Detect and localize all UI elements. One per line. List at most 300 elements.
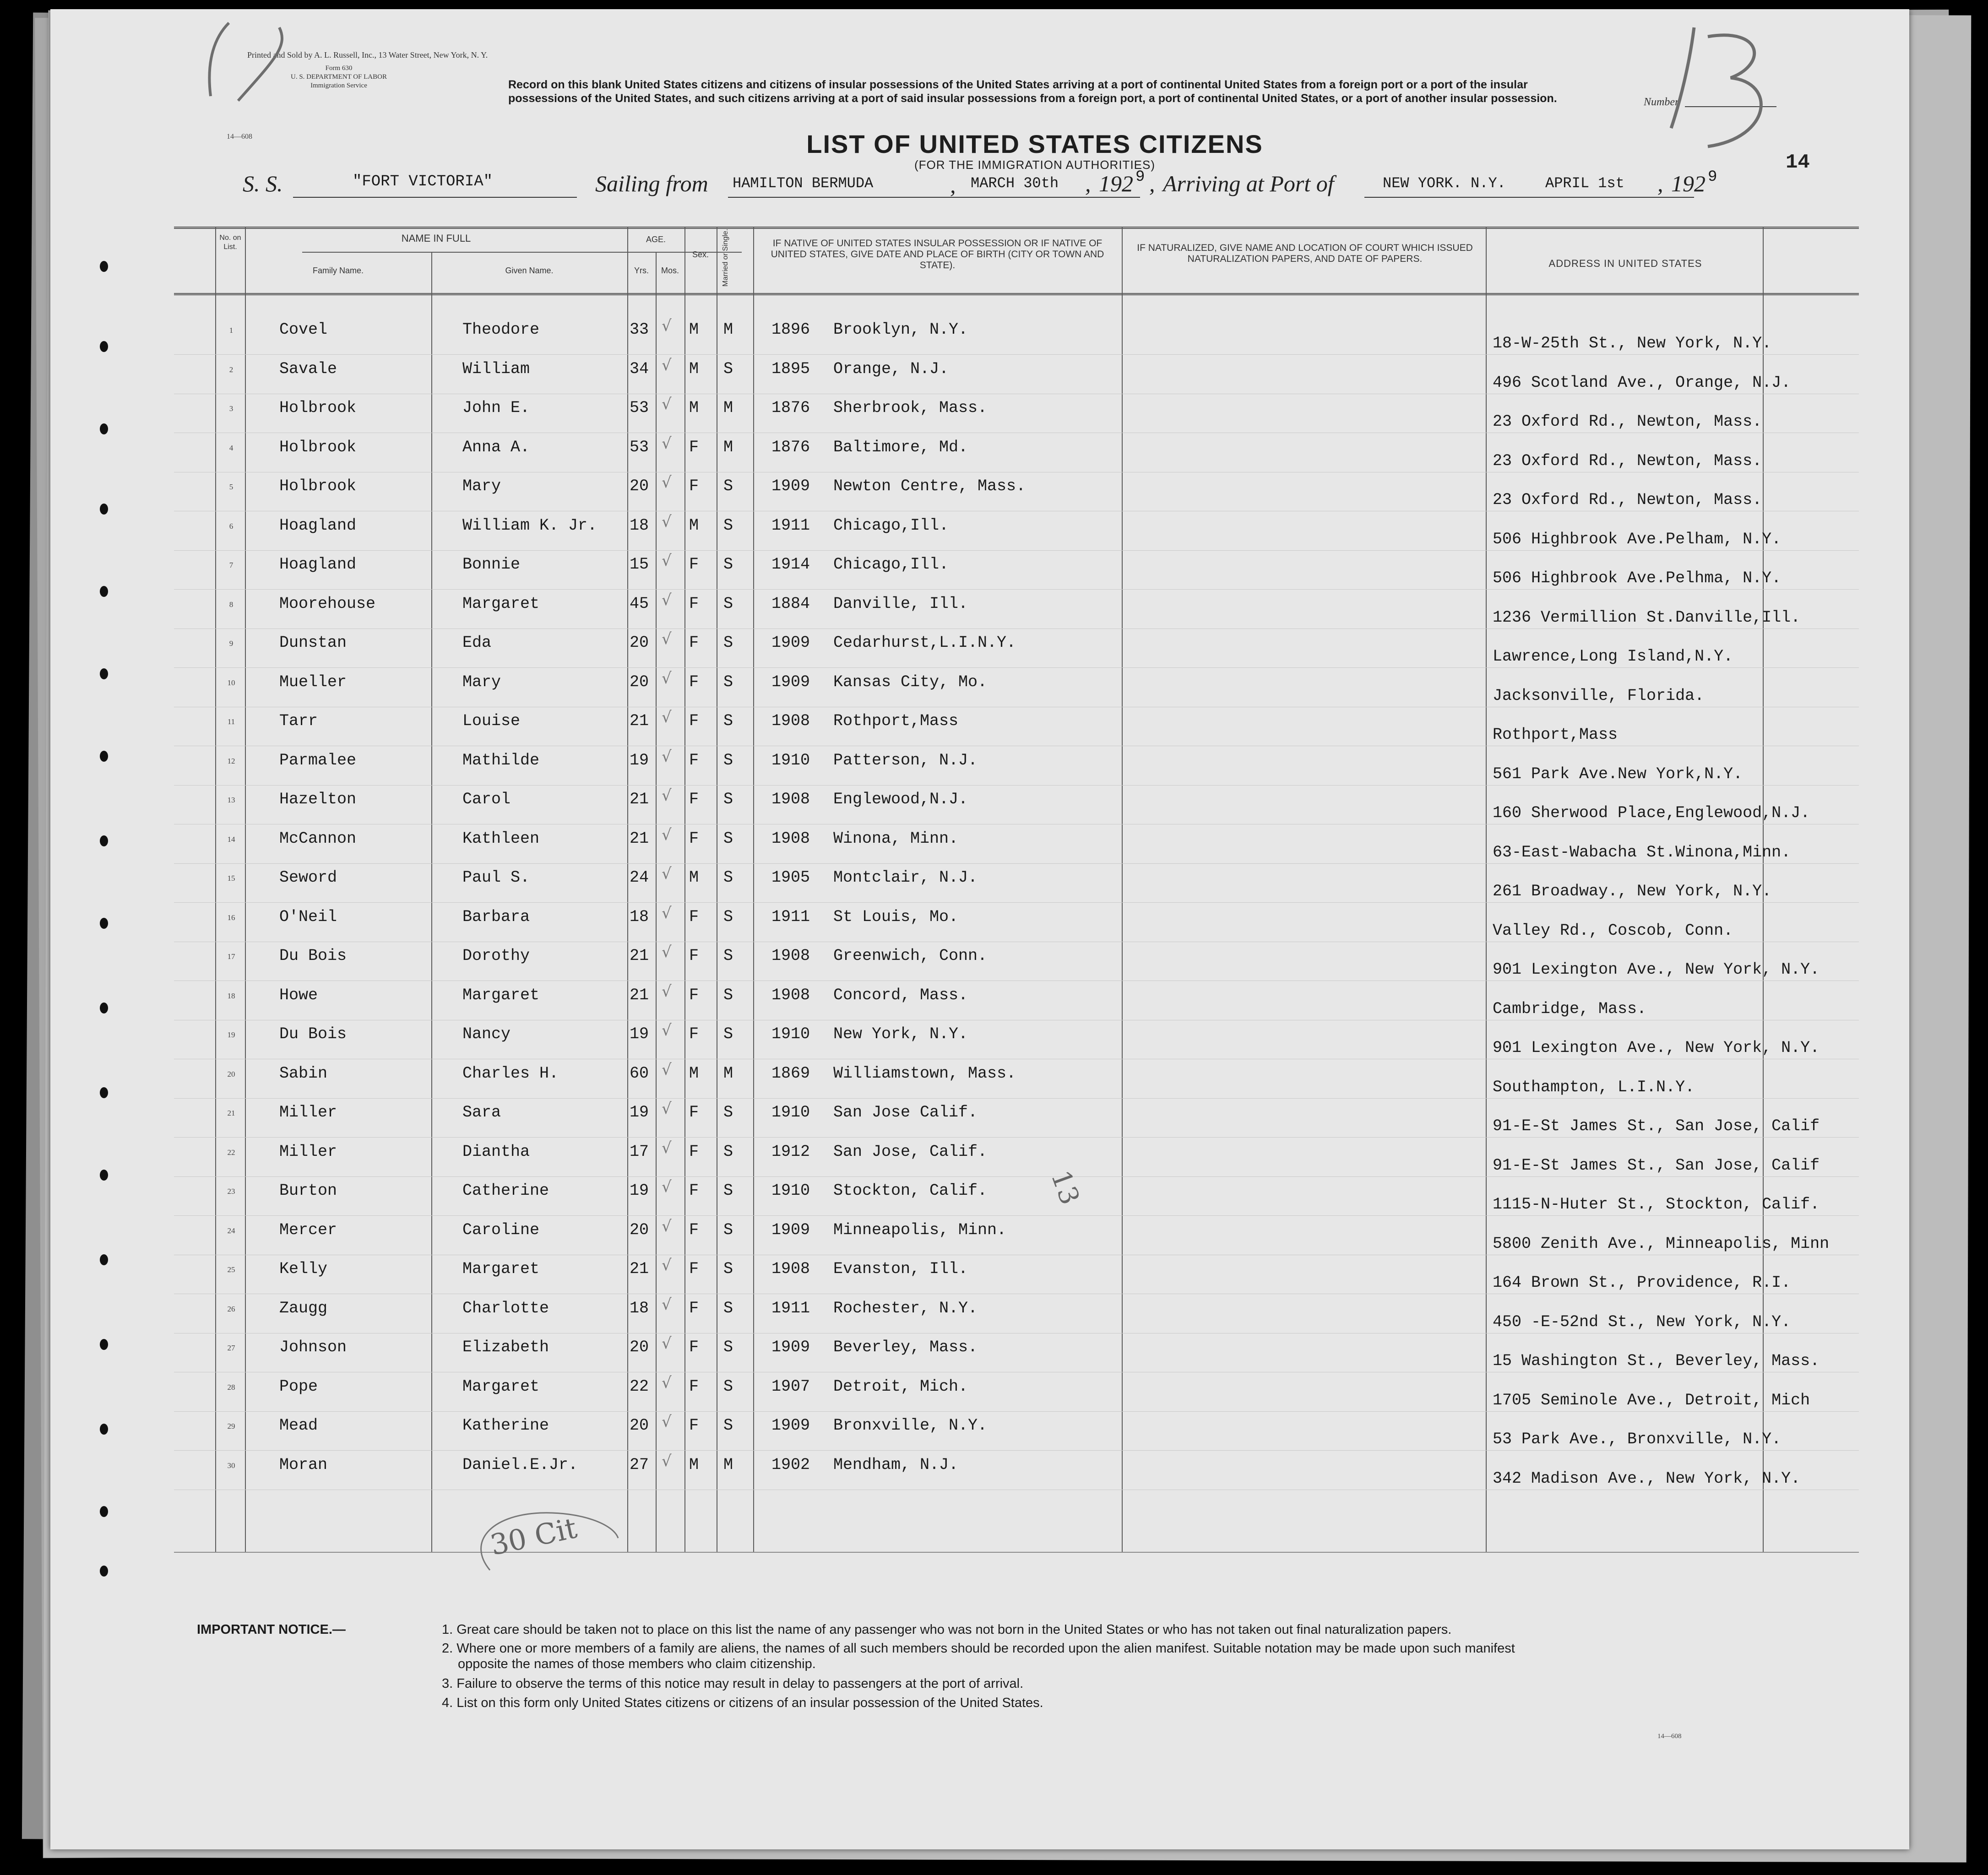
passenger-no: 27 — [227, 1344, 235, 1352]
table-row — [50, 1452, 1909, 1488]
family-name: Johnson — [279, 1338, 347, 1356]
row-rule — [174, 354, 1859, 355]
family-name: McCannon — [279, 829, 357, 848]
birth-place: Orange, N.J. — [833, 360, 949, 378]
table-row — [50, 473, 1909, 509]
age-years: 60 — [630, 1064, 649, 1083]
check-mark-icon: √ — [662, 669, 672, 688]
passenger-no: 17 — [227, 952, 235, 961]
check-mark-icon: √ — [662, 473, 672, 492]
birth-year: 1909 — [771, 673, 810, 691]
passenger-no: 10 — [227, 678, 235, 687]
birth-year: 1908 — [771, 986, 810, 1004]
address: Southampton, L.I.N.Y. — [1493, 1078, 1695, 1096]
passenger-no: 11 — [227, 717, 235, 726]
departure-port: HAMILTON BERMUDA — [733, 175, 874, 192]
manifest-page — [50, 9, 1909, 1849]
birth-place: Chicago,Ill. — [833, 555, 949, 574]
birth-year: 1912 — [771, 1143, 810, 1161]
birth-year: 1884 — [771, 595, 810, 613]
birth-year: 1895 — [771, 360, 810, 378]
family-name: Moorehouse — [279, 595, 376, 613]
comma-sep: , — [1085, 171, 1091, 196]
sex: M — [689, 360, 699, 378]
birth-place: Newton Centre, Mass. — [833, 477, 1026, 495]
given-name: Margaret — [462, 1377, 540, 1396]
birth-place: San Jose Calif. — [833, 1103, 978, 1122]
sex: M — [689, 1064, 699, 1083]
birth-place: Rothport,Mass — [833, 712, 959, 730]
age-years: 33 — [630, 320, 649, 339]
printer-credit: Printed and Sold by A. L. Russell, Inc., 13 Water Street, New York, N. Y. — [247, 50, 488, 60]
table-row — [50, 1334, 1909, 1370]
birth-year: 1896 — [771, 320, 810, 339]
passenger-no: 25 — [227, 1265, 235, 1274]
sex: F — [689, 829, 699, 848]
table-row — [50, 1139, 1909, 1175]
marital-status: S — [723, 1143, 733, 1161]
table-row — [50, 943, 1909, 979]
marital-status: M — [723, 438, 733, 456]
marital-status: S — [723, 1299, 733, 1317]
check-mark-icon: √ — [662, 865, 672, 883]
family-name: Hazelton — [279, 790, 357, 808]
sex: F — [689, 477, 699, 495]
birth-place: Chicago,Ill. — [833, 516, 949, 535]
punch-hole — [100, 1170, 108, 1181]
passenger-no: 30 — [227, 1461, 235, 1470]
ss-label: S. S. — [243, 171, 283, 196]
check-mark-icon: √ — [662, 434, 672, 453]
pencil-count: 30 Cit — [487, 1511, 580, 1562]
given-name: Barbara — [462, 908, 530, 926]
passenger-no: 13 — [227, 796, 235, 804]
address: 506 Highbrook Ave.Pelhma, N.Y. — [1493, 569, 1782, 587]
age-years: 19 — [630, 751, 649, 770]
marital-status: S — [723, 1025, 733, 1043]
table-row — [50, 826, 1909, 862]
family-name: Miller — [279, 1103, 337, 1122]
col-header-given: Given Name. — [505, 266, 554, 275]
age-years: 53 — [630, 438, 649, 456]
year-label-1: 192 — [1099, 171, 1133, 196]
marital-status: S — [723, 829, 733, 848]
birth-year: 1905 — [771, 868, 810, 887]
punch-hole — [100, 918, 108, 929]
number-label: Number — [1644, 96, 1679, 108]
table-row — [50, 630, 1909, 666]
given-name: Dorothy — [462, 947, 530, 965]
sex: F — [689, 947, 699, 965]
marital-status: S — [723, 1377, 733, 1396]
passenger-no: 22 — [227, 1148, 235, 1157]
marital-status: S — [723, 555, 733, 574]
marital-status: S — [723, 868, 733, 887]
birth-place: Cedarhurst,L.I.N.Y. — [833, 634, 1016, 652]
year-label-2: 192 — [1671, 171, 1706, 196]
comma-sep: , — [1149, 171, 1155, 196]
sex: F — [689, 908, 699, 926]
notice-item-1: 1. Great care should be taken not to place on this list the name of any passenger who was not born in the United States or who has not taken out final naturalization papers. — [442, 1622, 1452, 1637]
age-years: 19 — [630, 1181, 649, 1200]
table-row — [50, 1256, 1909, 1292]
age-years: 21 — [630, 829, 649, 848]
age-years: 19 — [630, 1103, 649, 1122]
given-name: Catherine — [462, 1181, 549, 1200]
passenger-no: 14 — [227, 835, 235, 844]
col-header-address: ADDRESS IN UNITED STATES — [1548, 258, 1702, 269]
punch-hole — [100, 423, 108, 434]
sex: F — [689, 1103, 699, 1122]
punch-hole — [100, 751, 108, 762]
birth-year: 1908 — [771, 829, 810, 848]
family-name: Miller — [279, 1143, 337, 1161]
birth-place: Minneapolis, Minn. — [833, 1221, 1007, 1239]
family-name: Moran — [279, 1456, 328, 1474]
table-row — [50, 786, 1909, 822]
given-name: Paul S. — [462, 868, 530, 887]
birth-place: Baltimore, Md. — [833, 438, 968, 456]
marital-status: S — [723, 1260, 733, 1278]
punch-hole — [100, 1424, 108, 1435]
check-mark-icon: √ — [662, 630, 672, 648]
given-name: Katherine — [462, 1416, 549, 1435]
address: 91-E-St James St., San Jose, Calif — [1493, 1117, 1820, 1135]
birth-year: 1914 — [771, 555, 810, 574]
check-mark-icon: √ — [662, 1256, 672, 1274]
marital-status: S — [723, 673, 733, 691]
table-row — [50, 748, 1909, 783]
sex: F — [689, 1338, 699, 1356]
sex: F — [689, 712, 699, 730]
address: 450 -E-52nd St., New York, N.Y. — [1493, 1313, 1791, 1331]
sex: M — [689, 516, 699, 535]
address: 496 Scotland Ave., Orange, N.J. — [1493, 374, 1791, 392]
age-years: 20 — [630, 1221, 649, 1239]
family-name: O'Neil — [279, 908, 337, 926]
given-name: Elizabeth — [462, 1338, 549, 1356]
address: 18-W-25th St., New York, N.Y. — [1493, 334, 1772, 352]
address: 261 Broadway., New York, N.Y. — [1493, 882, 1772, 900]
table-row — [50, 552, 1909, 587]
check-mark-icon: √ — [662, 943, 672, 961]
age-years: 18 — [630, 516, 649, 535]
form-number: Form 630 — [325, 65, 353, 72]
passenger-no: 2 — [229, 365, 234, 374]
age-years: 19 — [630, 1025, 649, 1043]
table-row — [50, 513, 1909, 548]
age-years: 45 — [630, 595, 649, 613]
address: 15 Washington St., Beverley, Mass. — [1493, 1352, 1820, 1370]
check-mark-icon: √ — [662, 1139, 672, 1157]
given-name: Nancy — [462, 1025, 511, 1043]
birth-year: 1909 — [771, 1221, 810, 1239]
footer-form-code: 14—608 — [1657, 1733, 1682, 1740]
col-header-married: Married or Single. — [722, 228, 729, 287]
punch-hole — [100, 261, 108, 272]
given-name: Daniel.E.Jr. — [462, 1456, 578, 1474]
table-row — [50, 669, 1909, 705]
birth-year: 1908 — [771, 712, 810, 730]
age-years: 21 — [630, 712, 649, 730]
given-name: Kathleen — [462, 829, 540, 848]
row-rule — [174, 902, 1859, 903]
table-row — [50, 1100, 1909, 1135]
record-instructions: Record on this blank United States citizens and citizens of insular possessions of the United States arriving at a port of continental United States from a foreign port or a port of the insular possessions of the United States, and such citizens arriving at a port of said insular possessions from a foreign port, a port of continental United States, or a port of another insular possession. — [508, 78, 1557, 105]
family-name: Tarr — [279, 712, 318, 730]
table-row — [50, 395, 1909, 431]
address: 23 Oxford Rd., Newton, Mass. — [1493, 491, 1762, 509]
marital-status: S — [723, 1221, 733, 1239]
handwritten-page-number — [183, 9, 1809, 165]
family-name: Holbrook — [279, 399, 357, 417]
passenger-no: 9 — [229, 639, 234, 648]
passenger-no: 20 — [227, 1070, 235, 1078]
port-underline — [1364, 197, 1694, 198]
sex: M — [689, 868, 699, 887]
family-name: Du Bois — [279, 1025, 347, 1043]
marital-status: S — [723, 986, 733, 1004]
family-name: Dunstan — [279, 634, 347, 652]
given-name: Diantha — [462, 1143, 530, 1161]
sheet-number: 14 — [1786, 151, 1810, 174]
birth-year: 1908 — [771, 1260, 810, 1278]
address: 901 Lexington Ave., New York, N.Y. — [1493, 960, 1820, 979]
check-mark-icon: √ — [662, 1178, 672, 1196]
family-name: Mueller — [279, 673, 347, 691]
sex: F — [689, 1299, 699, 1317]
sex: F — [689, 1181, 699, 1200]
row-rule — [174, 550, 1859, 551]
passenger-no: 4 — [229, 444, 234, 452]
birth-place: Danville, Ill. — [833, 595, 968, 613]
check-mark-icon: √ — [662, 1217, 672, 1236]
birth-place: St Louis, Mo. — [833, 908, 959, 926]
address: Rothport,Mass — [1493, 726, 1618, 744]
age-years: 20 — [630, 634, 649, 652]
given-name: William — [462, 360, 530, 378]
given-name: Charles H. — [462, 1064, 559, 1083]
age-years: 20 — [630, 1338, 649, 1356]
birth-place: Brooklyn, N.Y. — [833, 320, 968, 339]
passenger-no: 24 — [227, 1226, 235, 1235]
birth-place: Englewood,N.J. — [833, 790, 968, 808]
birth-place: Sherbrook, Mass. — [833, 399, 988, 417]
arrival-port: NEW YORK. N.Y. — [1383, 175, 1506, 192]
row-rule — [174, 1098, 1859, 1099]
birth-year: 1909 — [771, 634, 810, 652]
address: 5800 Zenith Ave., Minneapolis, Minn — [1493, 1235, 1830, 1253]
row-rule — [174, 589, 1859, 590]
row-rule — [174, 1411, 1859, 1412]
check-mark-icon: √ — [662, 552, 672, 570]
punch-hole — [100, 341, 108, 352]
address: Cambridge, Mass. — [1493, 1000, 1647, 1018]
sex: F — [689, 986, 699, 1004]
row-rule — [174, 1450, 1859, 1451]
sex: M — [689, 320, 699, 339]
passenger-no: 29 — [227, 1422, 235, 1431]
check-mark-icon: √ — [662, 1334, 672, 1353]
col-header-yrs: Yrs. — [634, 266, 649, 275]
marital-status: M — [723, 399, 733, 417]
family-name: Hoagland — [279, 555, 357, 574]
check-mark-icon: √ — [662, 1452, 672, 1470]
table-row — [50, 317, 1909, 352]
family-name: Parmalee — [279, 751, 357, 770]
table-row — [50, 1061, 1909, 1096]
marital-status: S — [723, 947, 733, 965]
ship-name: "FORT VICTORIA" — [353, 173, 493, 190]
marital-status: S — [723, 477, 733, 495]
table-row — [50, 708, 1909, 744]
year-digit-2: 9 — [1708, 168, 1717, 186]
passenger-no: 26 — [227, 1305, 235, 1313]
age-years: 34 — [630, 360, 649, 378]
punch-hole — [100, 668, 108, 679]
check-mark-icon: √ — [662, 1295, 672, 1314]
age-years: 15 — [630, 555, 649, 574]
address: Valley Rd., Coscob, Conn. — [1493, 921, 1733, 940]
age-years: 20 — [630, 477, 649, 495]
birth-year: 1909 — [771, 1338, 810, 1356]
check-mark-icon: √ — [662, 1021, 672, 1040]
header-bottom-rule — [174, 293, 1859, 294]
sex: F — [689, 673, 699, 691]
birth-place: Williamstown, Mass. — [833, 1064, 1016, 1083]
from-underline — [728, 197, 1140, 198]
passenger-no: 6 — [229, 522, 234, 531]
birth-year: 1876 — [771, 399, 810, 417]
sex: F — [689, 1143, 699, 1161]
marital-status: M — [723, 1064, 733, 1083]
row-rule — [174, 1137, 1859, 1138]
given-name: Louise — [462, 712, 521, 730]
sex: F — [689, 1260, 699, 1278]
notice-item-3: 3. Failure to observe the terms of this notice may result in delay to passengers at the port of arrival. — [442, 1676, 1024, 1691]
sex: F — [689, 1377, 699, 1396]
birth-place: Bronxville, N.Y. — [833, 1416, 988, 1435]
birth-place: Stockton, Calif. — [833, 1181, 988, 1200]
row-rule — [174, 1215, 1859, 1216]
check-mark-icon: √ — [662, 591, 672, 609]
marital-status: S — [723, 516, 733, 535]
birth-year: 1876 — [771, 438, 810, 456]
age-years: 21 — [630, 1260, 649, 1278]
punch-hole — [100, 1254, 108, 1265]
birth-place: Patterson, N.J. — [833, 751, 978, 770]
address: Jacksonville, Florida. — [1493, 687, 1705, 705]
important-notice — [197, 1620, 1845, 1710]
col-header-family: Family Name. — [312, 266, 364, 275]
sex: F — [689, 555, 699, 574]
table-top-rule — [174, 228, 1859, 229]
row-rule — [174, 667, 1859, 668]
check-mark-icon: √ — [662, 317, 672, 335]
check-mark-icon: √ — [662, 982, 672, 1001]
passenger-no: 18 — [227, 992, 235, 1000]
check-mark-icon: √ — [662, 786, 672, 805]
address: 1236 Vermillion St.Danville,Ill. — [1493, 608, 1801, 627]
passenger-no: 5 — [229, 482, 234, 491]
col-header-birth: IF NATIVE OF UNITED STATES INSULAR POSSESSION OR IF NATIVE OF UNITED STATES, GIVE DATE AND PLACE OF BIRTH (CITY OR TOWN AND STATE). — [771, 238, 1104, 271]
family-name: Mead — [279, 1416, 318, 1435]
table-row — [50, 1178, 1909, 1214]
passenger-no: 3 — [229, 404, 234, 413]
notice-item-4: 4. List on this form only United States citizens or citizens of an insular possession of the United States. — [442, 1696, 1043, 1710]
birth-place: Beverley, Mass. — [833, 1338, 978, 1356]
marital-status: S — [723, 751, 733, 770]
pencil-circle — [462, 1506, 627, 1579]
given-name: John E. — [462, 399, 530, 417]
punch-hole — [100, 1339, 108, 1350]
given-name: Margaret — [462, 1260, 540, 1278]
given-name: William K. Jr. — [462, 516, 597, 535]
birth-place: San Jose, Calif. — [833, 1143, 988, 1161]
punch-hole — [100, 586, 108, 597]
address: 1705 Seminole Ave., Detroit, Mich — [1493, 1391, 1810, 1409]
table-bottom-rule — [174, 1552, 1859, 1553]
age-years: 21 — [630, 947, 649, 965]
address: Lawrence,Long Island,N.Y. — [1493, 647, 1733, 666]
family-name: Kelly — [279, 1260, 328, 1278]
birth-year: 1911 — [771, 1299, 810, 1317]
given-name: Mathilde — [462, 751, 540, 770]
given-name: Caroline — [462, 1221, 540, 1239]
given-name: Mary — [462, 477, 501, 495]
table-row — [50, 1217, 1909, 1253]
marital-status: S — [723, 790, 733, 808]
year-digit-1: 9 — [1135, 168, 1145, 186]
sex: F — [689, 1025, 699, 1043]
birth-year: 1908 — [771, 947, 810, 965]
page-title: LIST OF UNITED STATES CITIZENS — [806, 130, 1263, 158]
address: 23 Oxford Rd., Newton, Mass. — [1493, 412, 1762, 431]
passenger-no: 16 — [227, 913, 235, 922]
check-mark-icon: √ — [662, 1100, 672, 1118]
passenger-no: 15 — [227, 874, 235, 883]
address: 91-E-St James St., San Jose, Calif — [1493, 1156, 1820, 1175]
birth-year: 1909 — [771, 477, 810, 495]
sex: F — [689, 595, 699, 613]
birth-place: New York, N.Y. — [833, 1025, 968, 1043]
passenger-no: 23 — [227, 1187, 235, 1196]
birth-year: 1908 — [771, 790, 810, 808]
marital-status: S — [723, 1181, 733, 1200]
col-header-naturalized: IF NATURALIZED, GIVE NAME AND LOCATION OF COURT WHICH ISSUED NATURALIZATION PAPERS, AND DATE OF PAPERS. — [1137, 243, 1473, 264]
comma-sep: , — [1657, 171, 1663, 196]
age-years: 20 — [630, 1416, 649, 1435]
family-name: Zaugg — [279, 1299, 328, 1317]
birth-place: Detroit, Mich. — [833, 1377, 968, 1396]
family-name: Howe — [279, 986, 318, 1004]
given-name: Mary — [462, 673, 501, 691]
marital-status: S — [723, 1103, 733, 1122]
family-name: Burton — [279, 1181, 337, 1200]
birth-place: Montclair, N.J. — [833, 868, 978, 887]
family-name: Sabin — [279, 1064, 328, 1083]
given-name: Margaret — [462, 595, 540, 613]
birth-place: Greenwich, Conn. — [833, 947, 988, 965]
col-header-age: AGE. — [646, 235, 666, 244]
table-row — [50, 865, 1909, 900]
birth-place: Rochester, N.Y. — [833, 1299, 978, 1317]
sex: F — [689, 438, 699, 456]
marital-status: S — [723, 1416, 733, 1435]
birth-place: Kansas City, Mo. — [833, 673, 988, 691]
address: 506 Highbrook Ave.Pelham, N.Y. — [1493, 530, 1782, 548]
family-name: Holbrook — [279, 438, 357, 456]
